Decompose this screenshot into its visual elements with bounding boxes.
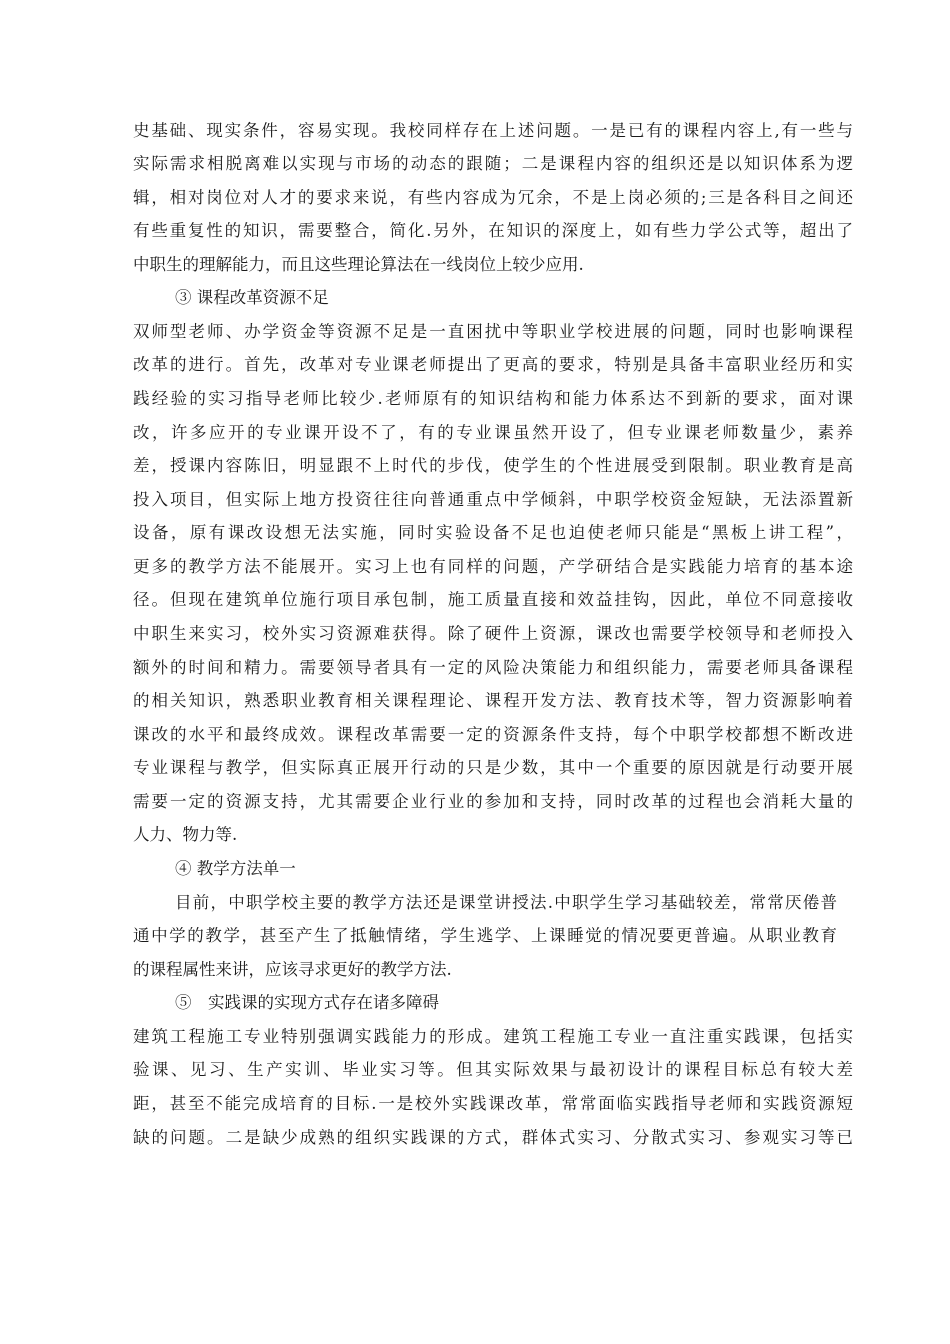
text-line: 改革的进行。首先，改革对专业课老师提出了更高的要求，特别是具备丰富职业经历和实 (133, 355, 853, 374)
text-line: 中职生来实习，校外实习资源难获得。除了硬件上资源，课改也需要学校领导和老师投入 (133, 624, 853, 643)
text-line: 践经验的实习指导老师比较少.老师原有的知识结构和能力体系达不到新的要求，面对课 (133, 389, 853, 408)
text-line: 验课、见习、生产实训、毕业实习等。但其实际效果与最初设计的课程目标总有较大差 (133, 1060, 853, 1079)
text-line: 专业课程与教学，但实际真正展开行动的只是少数，其中一个重要的原因就是行动要开展 (133, 758, 853, 777)
text-line: 通中学的教学，甚至产生了抵触情绪，学生逃学、上课睡觉的情况要更普遍。从职业教育 (133, 926, 837, 945)
text-line: 缺的问题。二是缺少成熟的组织实践课的方式，群体式实习、分散式实习、参观实习等已 (133, 1128, 853, 1147)
text-line: 史基础、现实条件，容易实现。我校同样存在上述问题。一是已有的课程内容上,有一些与 (133, 121, 853, 140)
text-line: 的相关知识，熟悉职业教育相关课程理论、课程开发方法、教育技术等，智力资源影响着 (133, 691, 853, 710)
text-line: 需要一定的资源支持，尤其需要企业行业的参加和支持，同时改革的过程也会消耗大量的 (133, 792, 853, 811)
text-line: 人力、物力等. (133, 825, 238, 844)
text-line: 距，甚至不能完成培育的目标.一是校外实践课改革，常常面临实践指导老师和实践资源短 (133, 1094, 853, 1113)
text-line: 改，许多应开的专业课开设不了，有的专业课虽然开设了，但专业课老师数量少，素养 (133, 423, 853, 442)
text-line: 实际需求相脱离难以实现与市场的动态的跟随；二是课程内容的组织还是以知识体系为逻 (133, 154, 853, 173)
text-line: 目前，中职学校主要的教学方法还是课堂讲授法.中职学生学习基础较差，常常厌倦普 (175, 893, 837, 912)
section-heading: ④ 教学方法单一 (175, 859, 296, 878)
text-line: 辑，相对岗位对人才的要求来说，有些内容成为冗余，不是上岗必须的;三是各科目之间还 (133, 188, 853, 207)
section-heading: ③ 课程改革资源不足 (175, 288, 329, 307)
text-line: 设备，原有课改设想无法实施，同时实验设备不足也迫使老师只能是“黑板上讲工程”， (133, 523, 853, 542)
text-line: 中职生的理解能力，而且这些理论算法在一线岗位上较少应用. (133, 255, 584, 274)
text-line: 更多的教学方法不能展开。实习上也有同样的问题，产学研结合是实践能力培育的基本途 (133, 557, 853, 576)
text-line: 径。但现在建筑单位施行项目承包制，施工质量直接和效益挂钩，因此，单位不同意接收 (133, 590, 853, 609)
section-heading: ⑤ 实践课的实现方式存在诸多障碍 (175, 993, 439, 1012)
text-line: 双师型老师、办学资金等资源不足是一直困扰中等职业学校进展的问题，同时也影响课程 (133, 322, 853, 341)
text-line: 课改的水平和最终成效。课程改革需要一定的资源条件支持，每个中职学校都想不断改进 (133, 725, 853, 744)
text-line: 投入项目，但实际上地方投资往往向普通重点中学倾斜，中职学校资金短缺，无法添置新 (133, 490, 853, 509)
text-line: 额外的时间和精力。需要领导者具有一定的风险决策能力和组织能力，需要老师具备课程 (133, 658, 853, 677)
text-line: 的课程属性来讲，应该寻求更好的教学方法. (133, 960, 452, 979)
text-line: 建筑工程施工专业特别强调实践能力的形成。建筑工程施工专业一直注重实践课，包括实 (133, 1027, 853, 1046)
text-line: 差，授课内容陈旧，明显跟不上时代的步伐，使学生的个性进展受到限制。职业教育是高 (133, 456, 853, 475)
text-line: 有些重复性的知识，需要整合，简化.另外，在知识的深度上，如有些力学公式等，超出了 (133, 221, 853, 240)
